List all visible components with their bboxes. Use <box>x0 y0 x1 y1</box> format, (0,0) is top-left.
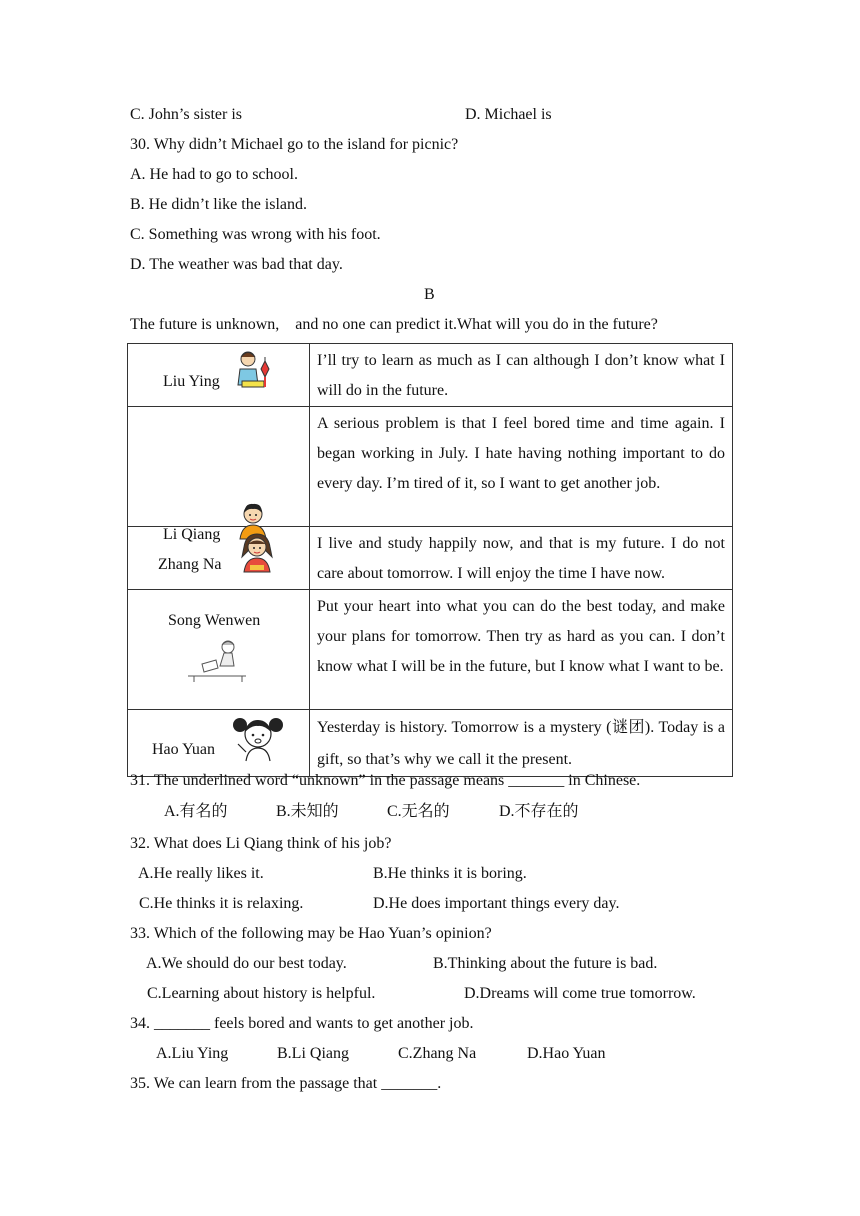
opinion-text: I live and study happily now, and that is my future. I do not care about tomorrow. I will enjoy the time I have now. <box>310 527 733 590</box>
q34-question: 34. _______ feels bored and wants to get another job. <box>130 1015 474 1032</box>
q31-option-a: A.有名的 <box>164 803 228 820</box>
table-row <box>128 407 733 527</box>
opinion-text: Yesterday is history. Tomorrow is a mystery (谜团). Today is a gift, so that’s why we call it the present. <box>310 710 733 777</box>
name-cell <box>128 710 310 777</box>
q30-question: 30. Why didn’t Michael go to the island for picnic? <box>130 136 459 153</box>
name-cell <box>128 407 310 543</box>
q29-option-c: C. John’s sister is <box>130 106 243 123</box>
girl-buns-icon <box>230 714 286 762</box>
q34-option-c: C.Zhang Na <box>398 1045 477 1062</box>
q33-option-a: A.We should do our best today. <box>146 955 347 972</box>
section-heading: B <box>424 286 435 303</box>
opinion-text: A serious problem is that I feel bored time and time again. I began working in July. I hate having nothing important to do every day. I’m tired of it, so I want to get another job. <box>310 407 733 527</box>
q31-question: 31. The underlined word “unknown” in the passage means _______ in Chinese. <box>130 772 641 789</box>
q29-option-d: D. Michael is <box>465 106 552 123</box>
q33-option-c: C.Learning about history is helpful. <box>147 985 376 1002</box>
table-row <box>128 527 733 590</box>
girl-pigtails-icon <box>238 531 276 573</box>
student-reading-icon <box>188 638 248 682</box>
person-name: Liu Ying <box>163 373 220 390</box>
table-row <box>128 590 733 710</box>
table-row <box>128 344 733 407</box>
q35-question: 35. We can learn from the passage that _______. <box>130 1075 442 1092</box>
q34-option-a: A.Liu Ying <box>156 1045 229 1062</box>
q32-question: 32. What does Li Qiang think of his job? <box>130 835 392 852</box>
section-intro: The future is unknown, and no one can predict it.What will you do in the future? <box>130 316 658 333</box>
name-cell <box>128 527 310 590</box>
opinions-table <box>127 343 733 777</box>
opinion-text: I’ll try to learn as much as I can although I don’t know what I will do in the future. <box>310 344 733 407</box>
name-cell <box>128 344 310 407</box>
person-name: Song Wenwen <box>168 612 261 629</box>
q32-option-c: C.He thinks it is relaxing. <box>139 895 304 912</box>
q33-option-d: D.Dreams will come true tomorrow. <box>464 985 696 1002</box>
q33-option-b: B.Thinking about the future is bad. <box>433 955 658 972</box>
q31-option-d: D.不存在的 <box>499 803 579 820</box>
q30-option-a: A. He had to go to school. <box>130 166 298 183</box>
q31-option-b: B.未知的 <box>276 803 339 820</box>
q31-option-c: C.无名的 <box>387 803 450 820</box>
q30-option-c: C. Something was wrong with his foot. <box>130 226 381 243</box>
q34-option-b: B.Li Qiang <box>277 1045 349 1062</box>
q34-option-d: D.Hao Yuan <box>527 1045 606 1062</box>
table-row <box>128 710 733 777</box>
person-name: Hao Yuan <box>152 741 215 758</box>
q32-option-a: A.He really likes it. <box>138 865 264 882</box>
name-cell <box>128 590 310 710</box>
girl-with-lantern-icon <box>232 347 276 391</box>
q32-option-b: B.He thinks it is boring. <box>373 865 527 882</box>
person-name: Li Qiang <box>163 526 221 543</box>
q30-option-d: D. The weather was bad that day. <box>130 256 343 273</box>
q30-option-b: B. He didn’t like the island. <box>130 196 308 213</box>
opinion-text: Put your heart into what you can do the best today, and make your plans for tomorrow. Then try as hard as you can. I don’t know what I will be in the future, but I know what I want to be. <box>310 590 733 710</box>
q32-option-d: D.He does important things every day. <box>373 895 620 912</box>
person-name: Zhang Na <box>158 556 222 573</box>
q33-question: 33. Which of the following may be Hao Yuan’s opinion? <box>130 925 492 942</box>
